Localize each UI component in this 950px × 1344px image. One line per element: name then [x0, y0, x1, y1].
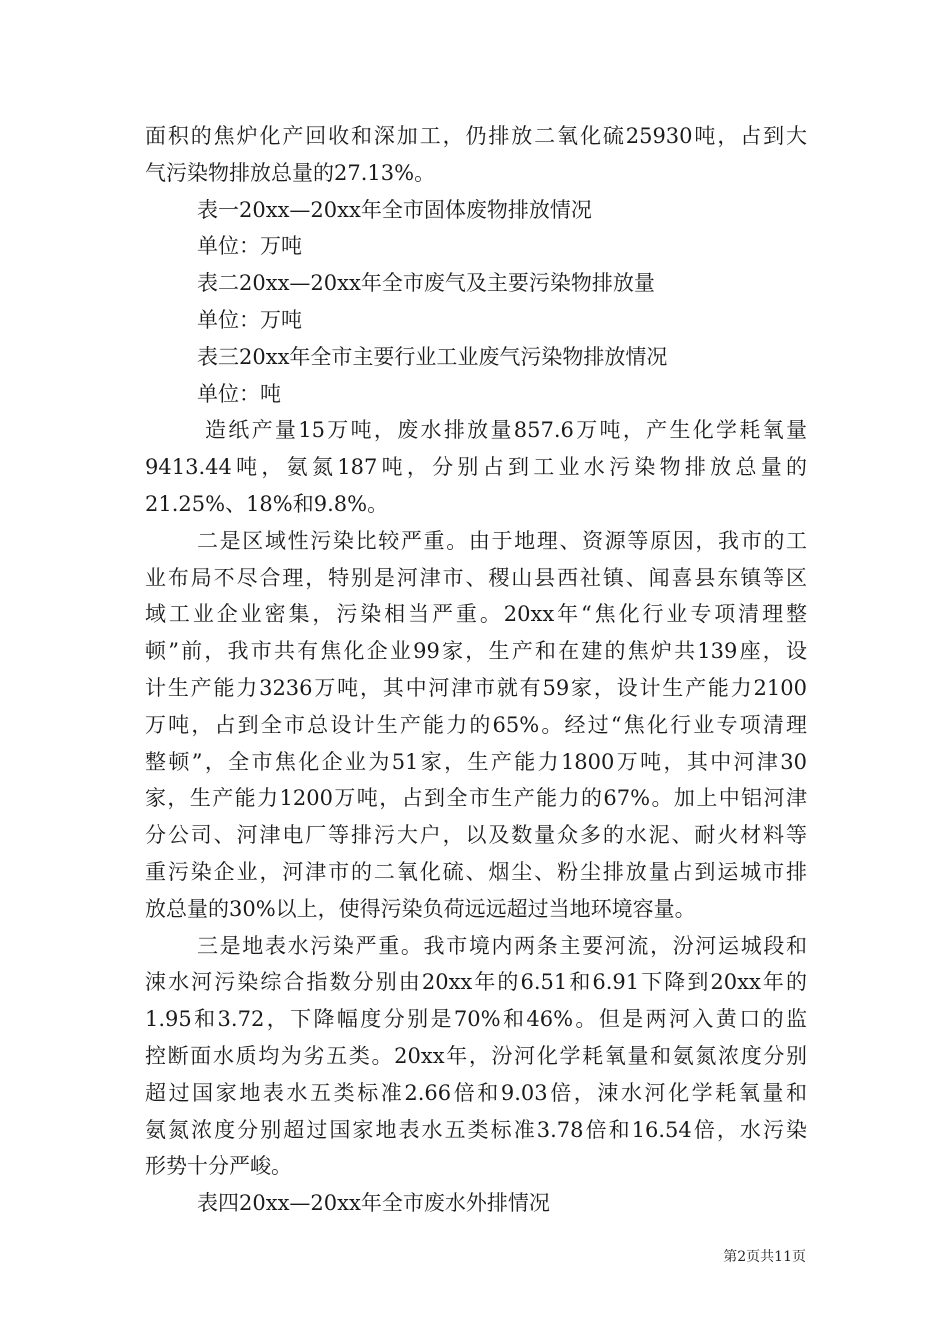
text-line: 域工业企业密集，污染相当严重。20xx年“焦化行业专项清理整 — [145, 602, 807, 627]
text-line: 控断面水质均为劣五类。20xx年，汾河化学耗氧量和氨氮浓度分别 — [145, 1043, 807, 1068]
text-line: 家，生产能力1200万吨，占到全市生产能力的67%。加上中铝河津 — [145, 786, 807, 811]
text-line: 三是地表水污染严重。我市境内两条主要河流，汾河运城段和 — [197, 933, 807, 958]
text-line: 业布局不尽合理，特别是河津市、稷山县西社镇、闻喜县东镇等区 — [145, 565, 807, 590]
text-line: 分公司、河津电厂等排污大户，以及数量众多的水泥、耐火材料等 — [145, 823, 807, 848]
table-caption: 表三20xx年全市主要行业工业废气污染物排放情况 — [197, 344, 668, 369]
page-number: 第2页共11页 — [723, 1249, 806, 1265]
text-line: 放总量的30%以上，使得污染负荷远远超过当地环境容量。 — [145, 896, 696, 921]
text-line: 造纸产量15万吨，废水排放量857.6万吨，产生化学耗氧量 — [205, 418, 807, 443]
text-line: 9413.44吨，氨氮187吨，分别占到工业水污染物排放总量的 — [145, 455, 807, 480]
text-line: 涑水河污染综合指数分别由20xx年的6.51和6.91下降到20xx年的 — [145, 970, 807, 995]
text-line: 21.25%、18%和9.8%。 — [145, 491, 389, 516]
table-unit: 单位：万吨 — [197, 234, 302, 259]
text-line: 1.95和3.72，下降幅度分别是70%和46%。但是两河入黄口的监 — [145, 1007, 807, 1032]
text-line: 重污染企业，河津市的二氧化硫、烟尘、粉尘排放量占到运城市排 — [145, 859, 807, 884]
table-caption: 表四20xx—20xx年全市废水外排情况 — [197, 1191, 550, 1216]
text-line: 气污染物排放总量的27.13%。 — [145, 160, 436, 185]
table-unit: 单位：万吨 — [197, 307, 302, 332]
text-line: 计生产能力3236万吨，其中河津市就有59家，设计生产能力2100 — [145, 675, 807, 700]
text-line: 顿”前，我市共有焦化企业99家，生产和在建的焦炉共139座，设 — [145, 639, 807, 664]
table-unit: 单位：吨 — [197, 381, 281, 406]
table-caption: 表一20xx—20xx年全市固体废物排放情况 — [197, 197, 592, 222]
text-line: 二是区域性污染比较严重。由于地理、资源等原因，我市的工 — [197, 528, 807, 553]
text-line: 整顿”，全市焦化企业为51家，生产能力1800万吨，其中河津30 — [145, 749, 807, 774]
table-caption: 表二20xx—20xx年全市废气及主要污染物排放量 — [197, 271, 655, 296]
document-page-body — [145, 118, 807, 1222]
text-line: 超过国家地表水五类标准2.66倍和9.03倍，涑水河化学耗氧量和 — [145, 1080, 807, 1105]
text-line: 万吨，占到全市总设计生产能力的65%。经过“焦化行业专项清理 — [145, 712, 807, 737]
text-line: 形势十分严峻。 — [145, 1154, 292, 1179]
text-line: 面积的焦炉化产回收和深加工，仍排放二氧化硫25930吨，占到大 — [145, 124, 807, 148]
text-line: 氨氮浓度分别超过国家地表水五类标准3.78倍和16.54倍，水污染 — [145, 1117, 807, 1142]
